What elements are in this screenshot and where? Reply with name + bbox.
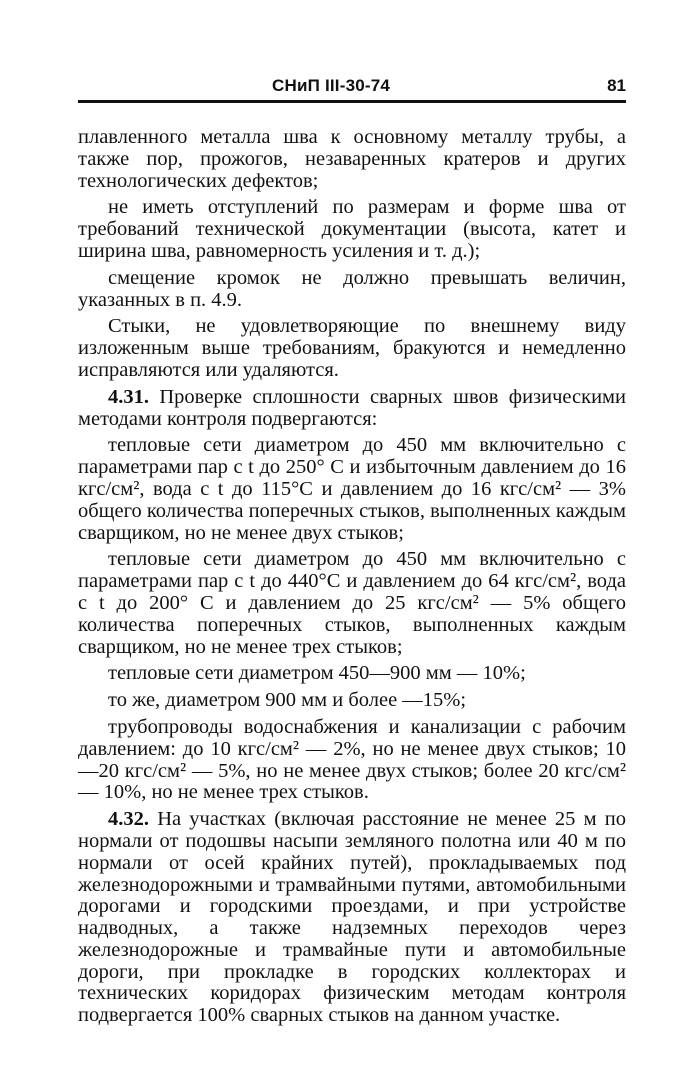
paragraph-2 (78, 197, 626, 262)
paragraph-7-text: тепловые сети диаметром до 450 мм включительно с параметрами пар с t до 440°С и давлением до 64 кгс/см², вода с t до 200° С и давлением до 25 кгс/см² — 5% общего количества поперечных стыков, выполненных каждым сварщиком, но не менее трех стыков; (78, 548, 626, 658)
paragraph-1-text: плавленного металла шва к основному металлу трубы, а также пор, прожогов, незаваренных кратеров и других технологических дефектов; (78, 126, 626, 192)
clause-4-32 (78, 809, 626, 1027)
body-text (78, 127, 626, 1027)
paragraph-9-text: то же, диаметром 900 мм и более —15%; (108, 689, 467, 712)
page-number: 81 (607, 76, 626, 95)
paragraph-10 (78, 717, 626, 804)
paragraph-9 (78, 690, 626, 712)
paragraph-8 (78, 663, 626, 685)
paragraph-1 (78, 127, 626, 192)
paragraph-4 (78, 316, 626, 381)
paragraph-10-text: трубопроводы водоснабжения и канализации с рабочим давлением: до 10 кгс/см² — 2%, но не менее двух стыков; 10—20 кгс/см² — 5%, но не менее двух стыков; более 20 кгс/см² — 10%, но не менее трех стыков. (78, 715, 626, 804)
paragraph-8-text: тепловые сети диаметром 450—900 мм — 10%; (108, 662, 526, 685)
clause-4-31-text: Проверке сплошности сварных швов физическими методами контроля подвергаются: (78, 385, 626, 430)
paragraph-3-text: смещение кромок не должно превышать величин, указанных в п. 4.9. (78, 266, 626, 311)
running-header (78, 76, 626, 103)
document-code: СНиП III-30-74 (272, 76, 391, 95)
paragraph-3 (78, 268, 626, 312)
paragraph-6 (78, 435, 626, 544)
document-page (78, 76, 626, 1032)
paragraph-6-text: тепловые сети диаметром до 450 мм включительно с параметрами пар с t до 250° С и избыточным давлением до 16 кгс/см², вода с t до 115°С и давлением до 16 кгс/см² — 3% общего количества поперечных стыков, выполненных каждым сварщиком, но не менее двух стыков; (78, 434, 626, 544)
paragraph-2-text: не иметь отступлений по размерам и форме шва от требований технической документации (высота, катет и ширина шва, равномерность усиления и т. д.); (78, 196, 626, 262)
paragraph-7 (78, 549, 626, 658)
clause-number-4-31: 4.31. (108, 385, 149, 408)
paragraph-4-text: Стыки, не удовлетворяющие по внешнему виду изложенным выше требованиям, бракуются и немедленно исправляются или удаляются. (78, 315, 626, 381)
clause-4-31 (78, 387, 626, 431)
clause-number-4-32: 4.32. (108, 808, 149, 831)
clause-4-32-text: На участках (включая расстояние не менее 25 м по нормали от подошвы насыпи земляного полотна или 40 м по нормали от осей крайних путей), прокладываемых под железнодорожными и трамвайными путями, автомобильными дорогами и городскими проездами, и при устройстве надводных, а также надземных переходов через железнодорожные и трамвайные пути и автомобильные дороги, при прокладке в городских коллекторах и технических коридорах физическим методам контроля подвергается 100% сварных стыков на данном участке. (78, 808, 626, 1027)
